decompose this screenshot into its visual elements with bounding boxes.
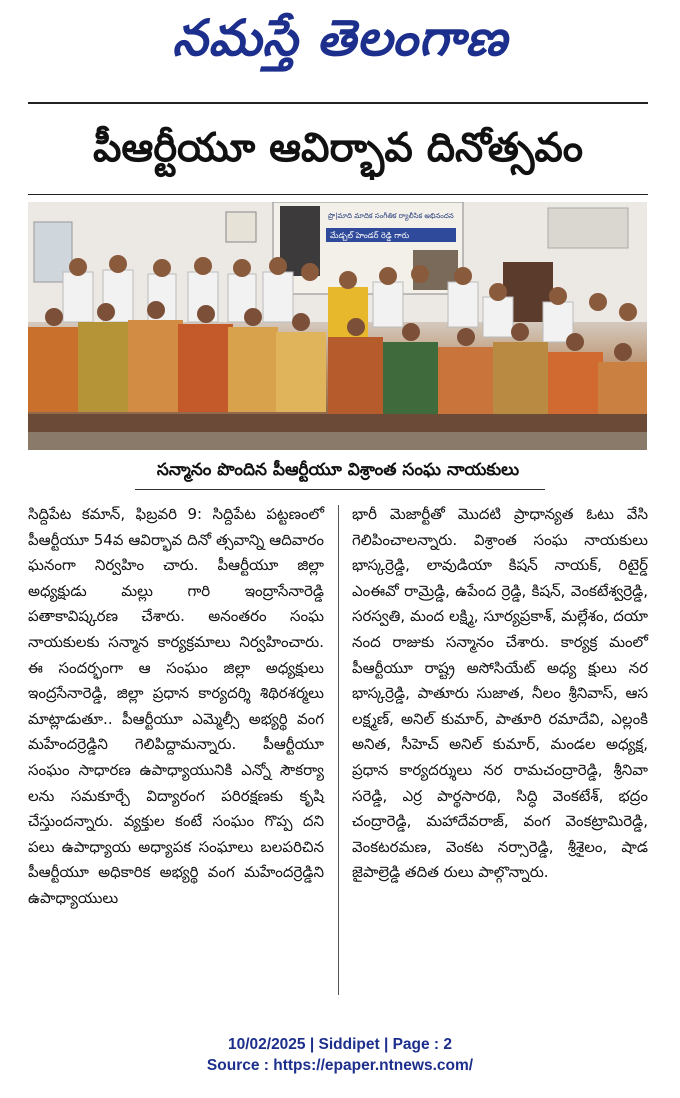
article-column-right	[352, 502, 648, 886]
masthead	[0, 0, 680, 96]
article-column-left	[28, 502, 324, 912]
banner-text-2: మేడ్చల్ హెండర్ రెడ్డి గారు	[330, 231, 410, 240]
banner-text-1: ప్రొ|మాది మాదిక సంగీతిక ర్యాలీసిక అభినందన	[328, 212, 454, 220]
news-photo	[28, 202, 647, 450]
article-text-right: భారీ మెజార్టీతో మొదటి ప్రాధాన్యత ఓటు వేసి గెలిపించాలన్నారు. విశ్రాంత సంఘ నాయకులు భాస్కర్రెడ్డి, లావుడియా కిషన్ నాయక్, రిటైర్డ్ ఎంఈవో రామ్రెడ్డి, ఉపేంద ర్రెడ్డి, కిషన్, వెంకటేశ్వర్రెడ్డి, సరస్వతి, మంద లక్ష్మి, సూర్యప్రకాశ్, మల్లేశం, దయా నంద రాజుకు సన్మానం చేశారు. కార్యక్ర మంలో పీఆర్టీయూ రాష్ట్ర అసోసియేట్ అధ్య క్షులు నర భాస్కర్రెడ్డి, పాతూరు సుజాత, నీలం శ్రీనివాస్, ఆస లక్ష్మణ్, అనిల్ కుమార్, పాతూరి రమాదేవి, ఎల్లంకి అనిత, సీహెచ్ అనిల్ కుమార్, మండల అధ్యక్ష, ప్రధాన కార్యదర్శులు నర రామచంద్రారెడ్డి, శ్రీనివా సరెడ్డి, ఎర్ర పార్థసారథి, సిద్ధి వెంకటేశ్, భద్రం చంద్రారెడ్డి, మహాదేవరాజ్, వంగ వెంకట్రామిరెడ్డి, వెంకటరమణ, వెంకట నర్సారెడ్డి, శ్రీశైలం, షాడ జైపాల్రెడ్డి తదిత రులు పాల్గొన్నారు.	[352, 505, 648, 882]
column-divider	[338, 505, 339, 995]
photo-caption: సన్మానం పొందిన పీఆర్టీయూ విశ్రాంత సంఘ నాయకులు	[156, 460, 520, 480]
caption-rule	[135, 489, 545, 490]
article-headline: పీఆర్టీయూ ఆవిర్భావ దినోత్సవం	[92, 125, 584, 171]
article-text-left: సిద్దిపేట కమాన్, ఫిబ్రవరి 9: సిద్దిపేట పట్టణంలో పీఆర్టీయూ 54వ ఆవిర్భావ దినో త్సవాన్ని ఆదివారం ఘనంగా నిర్వహిం చారు. పీఆర్టీయూ జిల్లా అధ్యక్షుడు మల్లు గారి ఇంద్రాసేనారెడ్డి పతాకావిష్కరణ చేశారు. అనంతరం సంఘ నాయకులకు సన్మాన కార్యక్రమాలు నిర్వహించారు. ఈ సందర్భంగా ఆ సంఘం జిల్లా అధ్యక్షులు ఇంద్రసేనారెడ్డి, జిల్లా ప్రధాన కార్యదర్శి శిథిరశర్మలు మాట్లాడుతూ.. పీఆర్టీయూ ఎమ్మెల్సీ అభ్యర్థి వంగ మహేందర్రెడ్డిని గెలిపిద్దామన్నారు. పీఆర్టీయూ సంఘం సాధారణ ఉపాధ్యాయునికి ఎన్నో సౌకర్యా లను సమకూర్చే విద్యారంగ పరిరక్షణకు కృషి చేస్తుందన్నారు. వ్యక్తుల కంటే సంఘం గొప్ప దని పలు ఉపాధ్యాయ అధ్యాపక సంఘాలు బలపరిచిన పీఆర్టీయూ అధికారిక అభ్యర్థి వంగ మహేందర్రెడ్డిని ఉపాధ్యాయులు	[28, 505, 324, 907]
headline-rule	[28, 194, 648, 195]
masthead-rule	[28, 102, 648, 104]
footer-date-line: 10/02/2025 | Siddipet | Page : 2	[227, 1036, 453, 1053]
footer-source-line: Source : https://epaper.ntnews.com/	[206, 1057, 474, 1074]
newspaper-logo: నమస్తే తెలంగాణ	[172, 8, 508, 67]
group-photo-illustration	[28, 202, 647, 450]
page-footer	[0, 1034, 680, 1076]
